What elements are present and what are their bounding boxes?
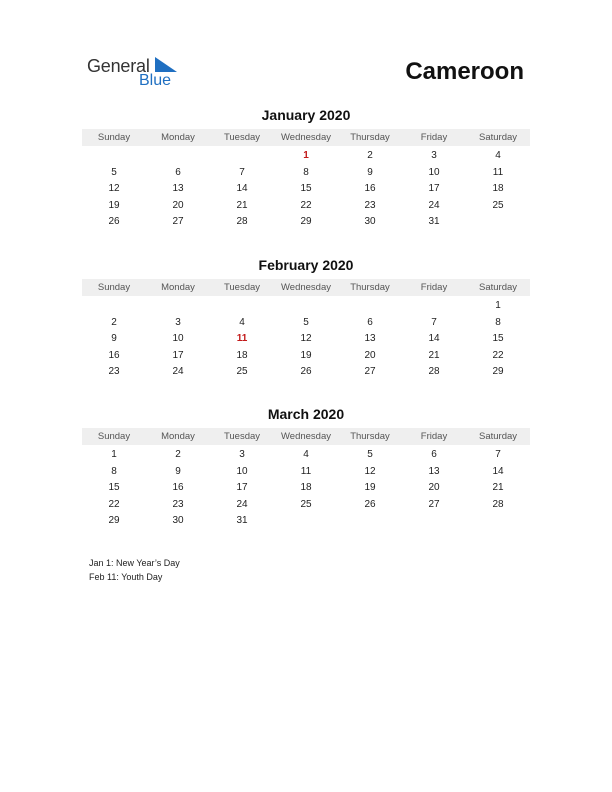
- date-cell: [274, 513, 338, 530]
- week-row: [82, 497, 530, 514]
- date-cell: 3: [239, 449, 245, 460]
- date-cell: 31: [428, 216, 440, 228]
- date-cell: 24: [172, 366, 184, 378]
- holiday-date: 11: [236, 333, 248, 345]
- weekday-label: Tuesday: [223, 132, 261, 143]
- month-title: January 2020: [261, 107, 351, 123]
- week-row: [82, 181, 530, 198]
- holiday-note: Jan 1: New Year’s Day: [89, 558, 180, 568]
- holiday-date: 1: [303, 150, 309, 161]
- date-cell: 5: [111, 166, 117, 178]
- date-cell: 4: [239, 316, 245, 328]
- logo-triangle-icon: [155, 57, 177, 73]
- week-row: [82, 214, 530, 231]
- date-cell: 29: [108, 515, 120, 527]
- weekday-label: Saturday: [478, 132, 518, 143]
- date-cell: 8: [495, 316, 501, 328]
- weekday-label: Wednesday: [281, 282, 331, 293]
- date-cell: 9: [367, 166, 373, 178]
- date-cell: 4: [303, 449, 309, 460]
- week-row: [82, 464, 530, 481]
- date-cell: 1: [111, 449, 117, 460]
- week-row: [82, 513, 530, 530]
- weekday-label: Thursday: [350, 431, 390, 442]
- date-cell: 5: [303, 316, 309, 328]
- date-cell: 27: [172, 216, 184, 228]
- date-cell: [466, 513, 530, 530]
- week-row: [82, 364, 530, 381]
- weekday-header: [82, 428, 530, 445]
- weekday-label: Wednesday: [281, 132, 331, 143]
- date-cell: 6: [431, 449, 437, 460]
- week-row: [82, 298, 530, 315]
- date-cell: 13: [428, 465, 440, 477]
- weekday-label: Sunday: [97, 431, 131, 442]
- date-cell: 29: [492, 366, 504, 378]
- weekday-label: Friday: [420, 132, 448, 143]
- date-cell: 16: [172, 482, 184, 494]
- month-title: February 2020: [258, 257, 354, 273]
- date-cell: 26: [364, 498, 376, 510]
- date-cell: 20: [172, 199, 184, 211]
- logo-blue-text: Blue: [139, 72, 172, 89]
- weekday-label: Friday: [420, 282, 448, 293]
- date-cell: [210, 298, 274, 315]
- date-cell: 13: [364, 333, 376, 345]
- week-row: [82, 447, 530, 464]
- date-cell: 8: [303, 166, 309, 178]
- weekday-label: Wednesday: [281, 431, 331, 442]
- date-cell: 20: [428, 482, 440, 494]
- weekday-label: Tuesday: [223, 431, 261, 442]
- weekday-label: Saturday: [478, 431, 518, 442]
- date-cell: 6: [367, 316, 373, 328]
- weekday-label: Monday: [161, 132, 195, 143]
- date-cell: 30: [172, 515, 184, 527]
- weekday-header: [82, 279, 530, 296]
- date-cell: 14: [428, 333, 440, 345]
- week-row: [82, 198, 530, 215]
- date-cell: 28: [492, 498, 504, 510]
- date-cell: 28: [428, 366, 440, 378]
- weekday-label: Sunday: [97, 282, 131, 293]
- date-cell: 2: [111, 316, 117, 328]
- weekday-label: Monday: [161, 282, 195, 293]
- date-cell: 25: [300, 498, 312, 510]
- weekday-label: Thursday: [350, 132, 390, 143]
- date-cell: 4: [495, 150, 501, 161]
- date-cell: 23: [108, 366, 120, 378]
- date-cell: 14: [492, 465, 504, 477]
- weekday-label: Tuesday: [223, 282, 261, 293]
- date-cell: 15: [300, 183, 312, 195]
- weekday-label: Sunday: [97, 132, 131, 143]
- date-cell: 8: [111, 465, 117, 477]
- date-cell: 7: [495, 449, 501, 460]
- date-cell: 21: [492, 482, 504, 494]
- week-row: [82, 165, 530, 182]
- date-cell: 24: [428, 199, 440, 211]
- date-cell: [274, 298, 338, 315]
- date-cell: 23: [172, 498, 184, 510]
- weekday-header: [82, 129, 530, 146]
- date-cell: 18: [492, 183, 504, 195]
- month-title: March 2020: [267, 406, 345, 422]
- date-cell: 27: [364, 366, 376, 378]
- week-row: [82, 348, 530, 365]
- date-cell: 12: [364, 465, 376, 477]
- week-row: [82, 148, 530, 165]
- date-cell: 30: [364, 216, 376, 228]
- logo-general-text: General: [87, 56, 150, 76]
- date-cell: [402, 298, 466, 315]
- date-cell: 2: [175, 449, 181, 460]
- date-cell: 24: [236, 498, 248, 510]
- month-calendar: [82, 106, 530, 231]
- generalblue-logo: [87, 56, 187, 92]
- date-cell: 26: [108, 216, 120, 228]
- date-cell: 17: [236, 482, 248, 494]
- date-cell: 18: [300, 482, 312, 494]
- date-cell: 7: [431, 316, 437, 328]
- date-cell: 26: [300, 366, 312, 378]
- date-cell: 21: [428, 349, 440, 361]
- date-cell: 22: [108, 498, 120, 510]
- week-row: [82, 331, 530, 348]
- date-cell: 27: [428, 498, 440, 510]
- date-cell: 28: [236, 216, 248, 228]
- date-cell: [146, 148, 210, 165]
- date-cell: 9: [175, 465, 181, 477]
- weekday-label: Friday: [420, 431, 448, 442]
- date-cell: [466, 214, 530, 231]
- date-cell: 10: [428, 166, 440, 178]
- date-cell: 19: [364, 482, 376, 494]
- date-cell: [82, 298, 146, 315]
- date-cell: 11: [300, 465, 312, 477]
- holiday-notes: [89, 556, 180, 584]
- date-cell: 29: [300, 216, 312, 228]
- date-cell: 5: [367, 449, 373, 460]
- date-cell: [210, 148, 274, 165]
- date-cell: 9: [111, 333, 117, 345]
- date-cell: [82, 148, 146, 165]
- weekday-label: Monday: [161, 431, 195, 442]
- week-row: [82, 315, 530, 332]
- date-cell: 25: [236, 366, 248, 378]
- date-cell: 22: [300, 199, 312, 211]
- weekday-label: Thursday: [350, 282, 390, 293]
- month-calendar: [82, 405, 530, 530]
- country-title: Cameroon: [405, 58, 524, 85]
- date-cell: [146, 298, 210, 315]
- week-row: [82, 480, 530, 497]
- date-cell: 18: [236, 349, 248, 361]
- date-cell: 10: [172, 333, 184, 345]
- date-cell: 11: [492, 166, 504, 178]
- date-cell: 14: [236, 183, 248, 195]
- date-cell: 17: [172, 349, 184, 361]
- date-cell: 19: [300, 349, 312, 361]
- holiday-note: Feb 11: Youth Day: [89, 572, 163, 582]
- date-cell: 13: [172, 183, 184, 195]
- date-cell: 2: [367, 150, 373, 161]
- date-cell: 19: [108, 199, 120, 211]
- date-cell: 25: [492, 199, 504, 211]
- date-cell: 17: [428, 183, 440, 195]
- date-cell: [338, 298, 402, 315]
- date-cell: 21: [236, 199, 248, 211]
- date-cell: 22: [492, 349, 504, 361]
- date-cell: 12: [108, 183, 120, 195]
- date-cell: 3: [175, 316, 181, 328]
- date-cell: 7: [239, 166, 245, 178]
- date-cell: 16: [108, 349, 120, 361]
- date-cell: 15: [492, 333, 504, 345]
- date-cell: [402, 513, 466, 530]
- date-cell: 12: [300, 333, 312, 345]
- date-cell: 16: [364, 183, 376, 195]
- date-cell: 10: [236, 465, 248, 477]
- date-cell: 23: [364, 199, 376, 211]
- month-calendar: [82, 256, 530, 381]
- date-cell: 6: [175, 166, 181, 178]
- date-cell: 15: [108, 482, 120, 494]
- date-cell: [338, 513, 402, 530]
- weekday-label: Saturday: [478, 282, 518, 293]
- date-cell: 1: [495, 300, 501, 311]
- date-cell: 3: [431, 150, 437, 161]
- date-cell: 31: [236, 515, 248, 527]
- date-cell: 20: [364, 349, 376, 361]
